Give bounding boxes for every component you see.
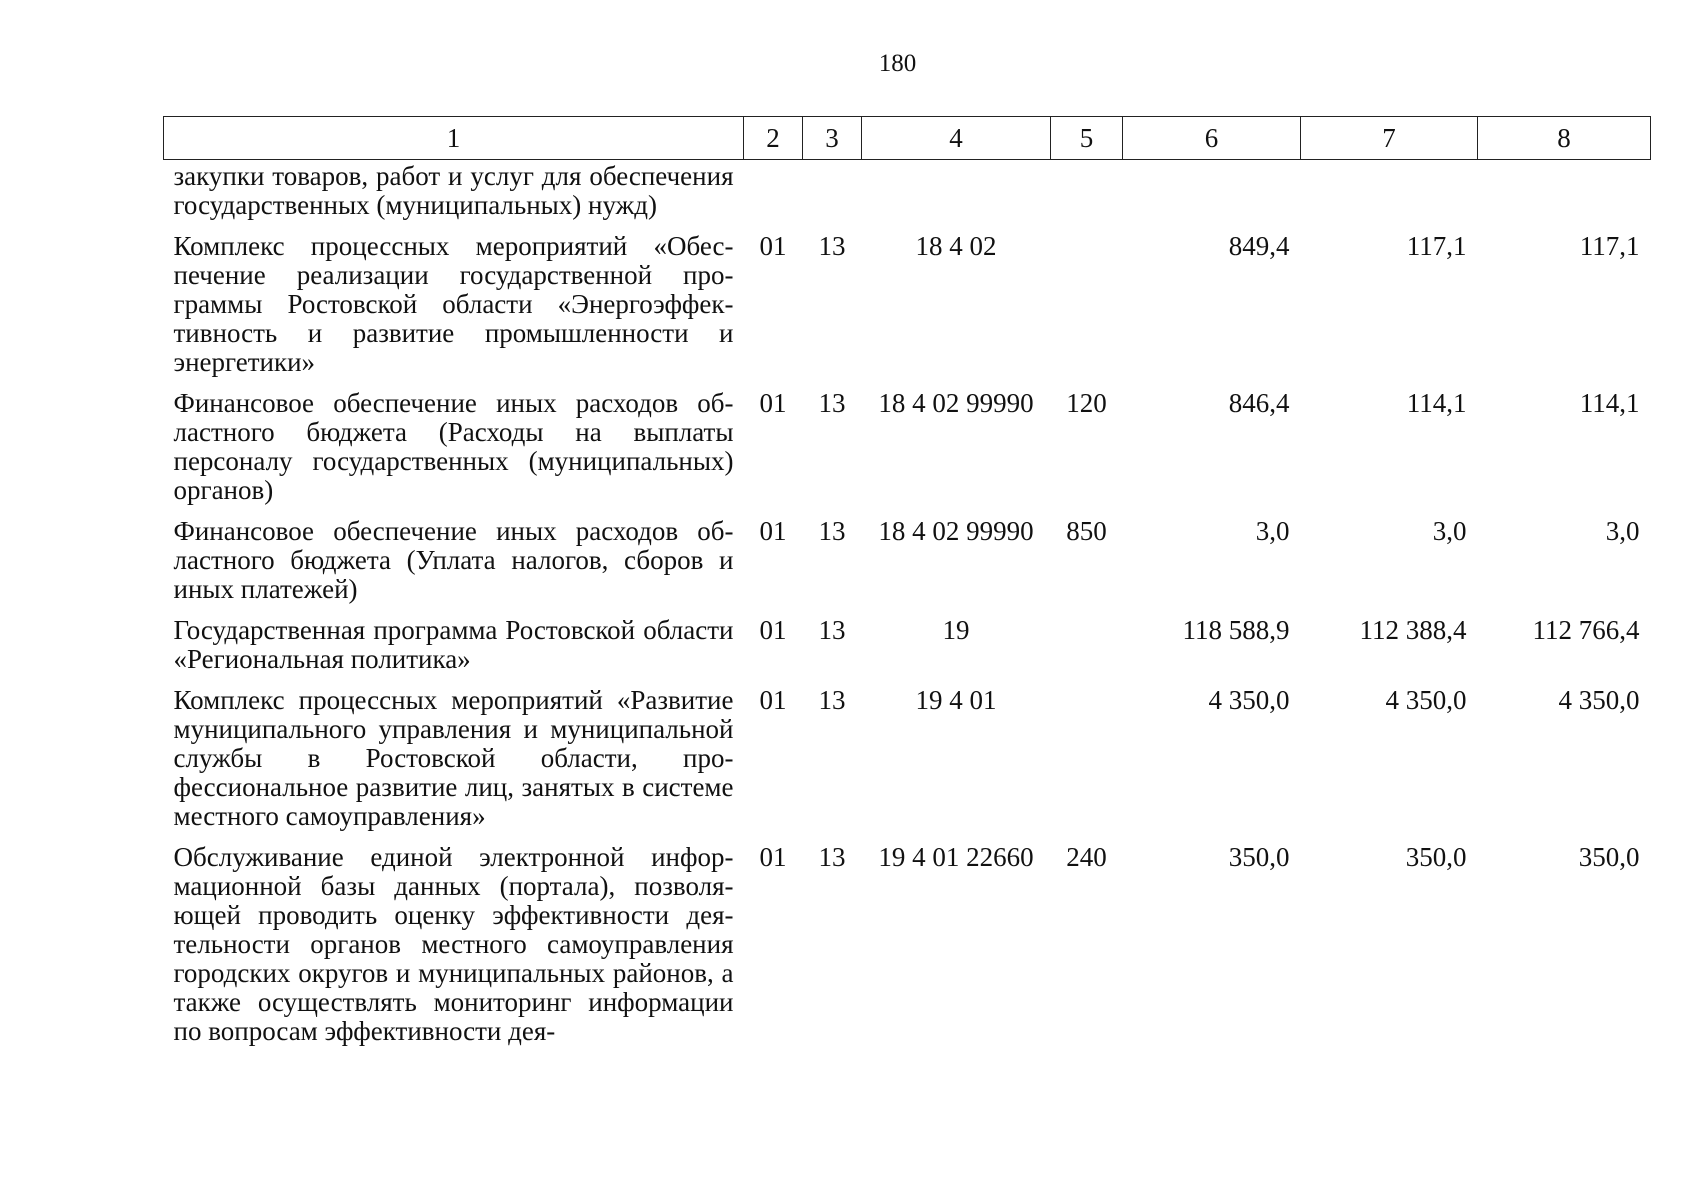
row-description: Государственная программа Ростовской области «Региональная политика» bbox=[173, 615, 734, 674]
row-description: закупки товаров, работ и услуг для обеспечения государственных (муниципальных) нужд) bbox=[173, 161, 734, 220]
table-row bbox=[164, 843, 1651, 1058]
row-section bbox=[744, 160, 803, 233]
row-amount-year-2: 117,1 bbox=[1406, 231, 1467, 261]
table-row bbox=[164, 232, 1651, 389]
row-amount-year-1: 3,0 bbox=[1255, 516, 1290, 546]
row-amount-year-2: 3,0 bbox=[1432, 516, 1467, 546]
page-number: 180 bbox=[878, 50, 917, 77]
row-amount-year-3: 114,1 bbox=[1579, 388, 1640, 418]
row-amount-year-3: 4 350,0 bbox=[1558, 685, 1640, 715]
row-subsection: 13 bbox=[818, 685, 846, 715]
row-expense-type: 850 bbox=[1066, 516, 1107, 546]
header-col-6: 6 bbox=[1123, 117, 1301, 160]
row-amount-year-1: 118 588,9 bbox=[1182, 615, 1290, 645]
row-target-code: 19 4 01 22660 bbox=[878, 842, 1034, 872]
row-amount-year-2 bbox=[1301, 160, 1478, 233]
row-subsection: 13 bbox=[818, 231, 846, 261]
row-target-code: 19 bbox=[942, 615, 970, 645]
row-target-code: 18 4 02 99990 bbox=[878, 388, 1034, 418]
row-amount-year-2: 112 388,4 bbox=[1359, 615, 1467, 645]
row-section: 01 bbox=[759, 388, 787, 418]
header-col-2: 2 bbox=[744, 117, 803, 160]
row-amount-year-2: 350,0 bbox=[1405, 842, 1467, 872]
table-row bbox=[164, 517, 1651, 616]
row-amount-year-2: 114,1 bbox=[1406, 388, 1467, 418]
row-expense-type bbox=[1051, 616, 1123, 686]
budget-table bbox=[163, 116, 1651, 1058]
row-expense-type bbox=[1051, 232, 1123, 389]
header-col-5: 5 bbox=[1051, 117, 1123, 160]
row-expense-type: 120 bbox=[1066, 388, 1107, 418]
row-amount-year-3: 112 766,4 bbox=[1532, 615, 1640, 645]
row-subsection: 13 bbox=[818, 516, 846, 546]
row-section: 01 bbox=[759, 685, 787, 715]
row-amount-year-3: 117,1 bbox=[1579, 231, 1640, 261]
row-subsection bbox=[803, 160, 862, 233]
row-target-code: 18 4 02 99990 bbox=[878, 516, 1034, 546]
table-row bbox=[164, 616, 1651, 686]
row-target-code: 18 4 02 bbox=[915, 231, 997, 261]
row-amount-year-1: 846,4 bbox=[1228, 388, 1290, 418]
header-col-3: 3 bbox=[803, 117, 862, 160]
row-expense-type: 240 bbox=[1066, 842, 1107, 872]
row-target-code bbox=[862, 160, 1051, 233]
row-amount-year-1: 4 350,0 bbox=[1208, 685, 1290, 715]
header-col-1: 1 bbox=[164, 117, 744, 160]
row-section: 01 bbox=[759, 231, 787, 261]
row-subsection: 13 bbox=[818, 388, 846, 418]
row-description: Финансовое обеспечение иных расходов областного бюджета (Расходы на выплаты персоналу государственных (муниципальных) органов) bbox=[173, 388, 734, 505]
header-col-4: 4 bbox=[862, 117, 1051, 160]
row-subsection: 13 bbox=[818, 842, 846, 872]
header-col-8: 8 bbox=[1478, 117, 1651, 160]
table-body bbox=[164, 160, 1651, 1059]
row-amount-year-1: 350,0 bbox=[1228, 842, 1290, 872]
row-amount-year-3 bbox=[1478, 160, 1651, 233]
row-amount-year-3: 350,0 bbox=[1578, 842, 1640, 872]
table-header bbox=[164, 117, 1651, 160]
header-col-7: 7 bbox=[1301, 117, 1478, 160]
table-row bbox=[164, 686, 1651, 843]
row-amount-year-3: 3,0 bbox=[1605, 516, 1640, 546]
row-section: 01 bbox=[759, 842, 787, 872]
row-target-code: 19 4 01 bbox=[915, 685, 997, 715]
row-description: Комплекс процессных мероприятий «Обеспечение реализации государственной программы Ростовской области «Энергоэффективность и развитие промышленности и энергетики» bbox=[173, 231, 734, 377]
row-amount-year-2: 4 350,0 bbox=[1385, 685, 1467, 715]
row-amount-year-1 bbox=[1123, 160, 1301, 233]
row-description: Обслуживание единой электронной информационной базы данных (портала), позволяющей проводить оценку эффективности деятельности органов местного самоуправления городских округов и муниципальных районов, а также осуществлять мониторинг информации по вопросам эффективности дея- bbox=[173, 842, 734, 1046]
table-row bbox=[164, 160, 1651, 233]
row-expense-type bbox=[1051, 160, 1123, 233]
row-section: 01 bbox=[759, 516, 787, 546]
row-description: Комплекс процессных мероприятий «Развитие муниципального управления и муниципальной службы в Ростовской области, профессиональное развитие лиц, занятых в системе местного самоуправления» bbox=[173, 685, 734, 831]
table-row bbox=[164, 389, 1651, 517]
row-expense-type bbox=[1051, 686, 1123, 843]
row-subsection: 13 bbox=[818, 615, 846, 645]
row-section: 01 bbox=[759, 615, 787, 645]
row-description: Финансовое обеспечение иных расходов областного бюджета (Уплата налогов, сборов и иных платежей) bbox=[173, 516, 734, 604]
header-row bbox=[164, 117, 1651, 160]
row-amount-year-1: 849,4 bbox=[1228, 231, 1290, 261]
